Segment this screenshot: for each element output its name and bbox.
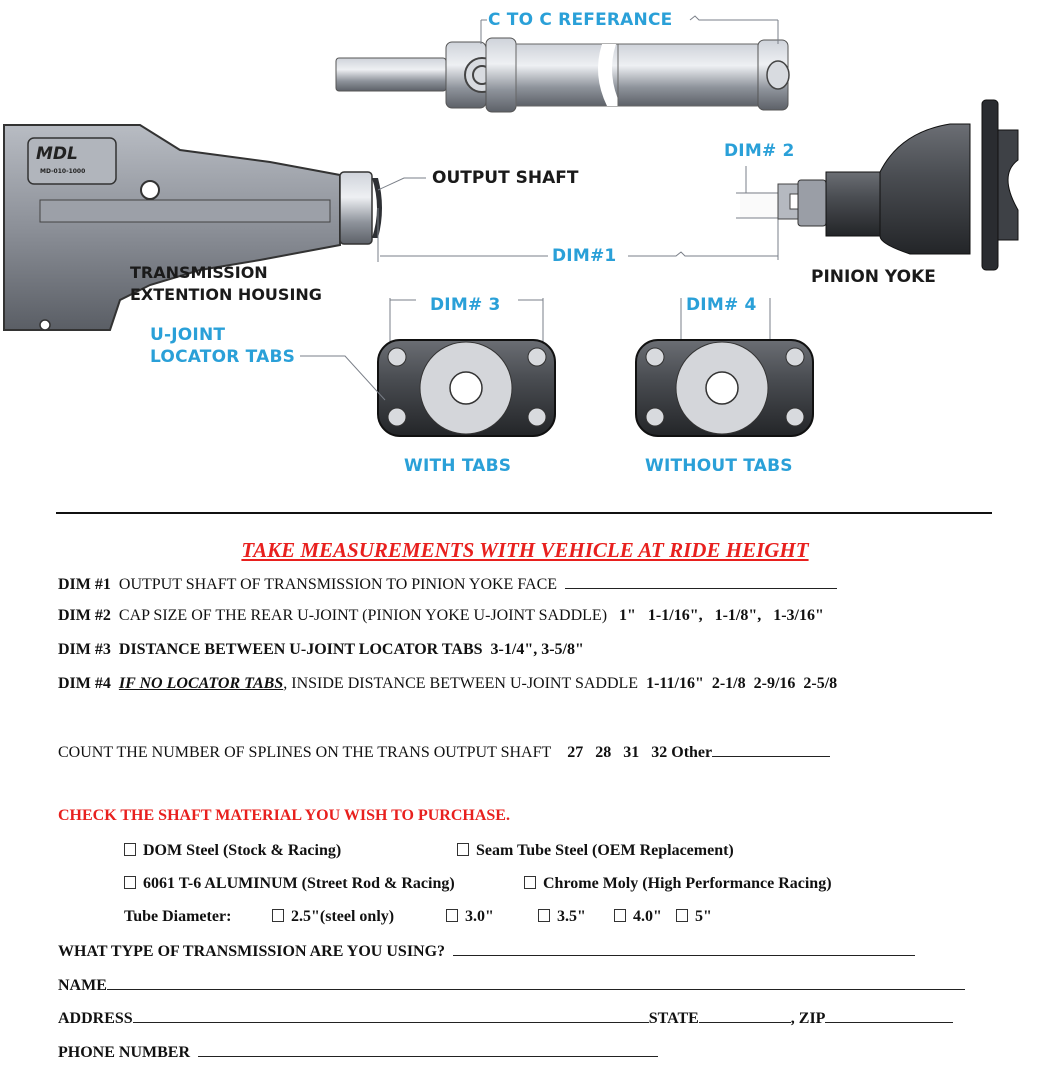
zip-label: , ZIP [790, 1010, 826, 1027]
zip-input[interactable] [825, 1008, 953, 1023]
dim4-label: DIM #4 [58, 675, 111, 692]
transmission-type-row [58, 941, 915, 961]
name-input[interactable] [107, 975, 965, 990]
checkbox-icon[interactable] [524, 876, 536, 889]
checkbox-icon[interactable] [272, 909, 284, 922]
name-label: NAME [58, 977, 107, 994]
checkbox-icon[interactable] [457, 843, 469, 856]
dim2-label: DIM# 2 [724, 141, 795, 161]
dim4-row [58, 675, 837, 693]
checkbox-icon[interactable] [124, 876, 136, 889]
spline-other-label: Other [671, 744, 713, 761]
c-to-c-reference-label: C TO C REFERANCE [488, 10, 673, 30]
dim1-label: DIM #1 [58, 576, 111, 593]
ride-height-heading: TAKE MEASUREMENTS WITH VEHICLE AT RIDE HEIGHT [241, 538, 809, 562]
checkbox-icon[interactable] [676, 909, 688, 922]
checkbox-icon[interactable] [446, 909, 458, 922]
driveshaft-drawing [336, 16, 789, 112]
locator-tabs-label-line2: LOCATOR TABS [150, 347, 296, 367]
dim3-values: 3-1/4", 3-5/8" [490, 641, 584, 658]
mdl-logo: MDL [36, 144, 78, 164]
phone-input[interactable] [198, 1042, 658, 1057]
pinion-yoke-label: PINION YOKE [811, 267, 936, 287]
transmission-type-input[interactable] [453, 941, 915, 956]
dim2-label: DIM #2 [58, 607, 111, 624]
tube-option-2-5[interactable]: 2.5"(steel only) [272, 908, 394, 926]
dim1-row [58, 574, 837, 594]
dim1-input-field[interactable] [565, 574, 837, 589]
tube-option-3-0[interactable]: 3.0" [446, 908, 494, 926]
checkbox-icon[interactable] [124, 843, 136, 856]
tube-diameter-label: Tube Diameter: [124, 908, 232, 925]
without-tabs-label: WITHOUT TABS [645, 456, 793, 476]
checkbox-icon[interactable] [614, 909, 626, 922]
material-heading: CHECK THE SHAFT MATERIAL YOU WISH TO PURCHASE. [58, 807, 510, 824]
yoke-with-tabs-drawing [300, 298, 555, 436]
transmission-type-label: WHAT TYPE OF TRANSMISSION ARE YOU USING? [58, 943, 446, 960]
splines-text: COUNT THE NUMBER OF SPLINES ON THE TRANS OUTPUT SHAFT [58, 744, 552, 761]
state-input[interactable] [699, 1008, 791, 1023]
material-option-seam[interactable]: Seam Tube Steel (OEM Replacement) [457, 842, 734, 860]
dim2-row [58, 607, 824, 625]
phone-label: PHONE NUMBER [58, 1044, 190, 1061]
splines-row [58, 742, 830, 762]
tube-diameter-row [124, 908, 231, 926]
driveshaft-diagram [0, 0, 1050, 500]
checkbox-icon[interactable] [538, 909, 550, 922]
spline-option-32[interactable]: 32 [651, 744, 668, 761]
dim4-emphasis: IF NO LOCATOR TABS [118, 675, 284, 692]
tube-option-4-0[interactable]: 4.0" [614, 908, 662, 926]
dim4-label: DIM# 4 [686, 295, 757, 315]
dim4-values: 1-11/16" 2-1/8 2-9/16 2-5/8 [646, 675, 838, 692]
yoke-without-tabs-drawing [636, 298, 813, 436]
section-divider [56, 512, 992, 514]
dim3-label: DIM# 3 [430, 295, 501, 315]
output-shaft-label: OUTPUT SHAFT [432, 168, 579, 188]
address-input[interactable] [133, 1008, 649, 1023]
address-label: ADDRESS [58, 1010, 133, 1027]
address-row [58, 1008, 953, 1028]
dim1-label: DIM#1 [552, 246, 617, 266]
spline-option-28[interactable]: 28 [595, 744, 612, 761]
tube-option-5[interactable]: 5" [676, 908, 712, 926]
dim3-text: DISTANCE BETWEEN U-JOINT LOCATOR TABS [118, 641, 483, 658]
spline-option-27[interactable]: 27 [567, 744, 584, 761]
spline-option-31[interactable]: 31 [623, 744, 640, 761]
dim1-text: OUTPUT SHAFT OF TRANSMISSION TO PINION YOKE FACE [118, 576, 558, 593]
material-option-aluminum[interactable]: 6061 T-6 ALUMINUM (Street Rod & Racing) [124, 875, 455, 893]
dim2-text: CAP SIZE OF THE REAR U-JOINT (PINION YOKE U-JOINT SADDLE) [118, 607, 608, 624]
dim2-values: 1" 1-1/16", 1-1/8", 1-3/16" [619, 607, 824, 624]
transmission-housing-label-line1: TRANSMISSION [130, 263, 268, 282]
spline-other-input[interactable] [712, 742, 830, 757]
dim3-label: DIM #3 [58, 641, 111, 658]
with-tabs-label: WITH TABS [404, 456, 512, 476]
dim4-text: , INSIDE DISTANCE BETWEEN U-JOINT SADDLE [283, 675, 639, 692]
material-option-dom[interactable]: DOM Steel (Stock & Racing) [124, 842, 341, 860]
material-option-chrome-moly[interactable]: Chrome Moly (High Performance Racing) [524, 875, 832, 893]
part-number-label: MD-010-1000 [40, 168, 86, 175]
name-row [58, 975, 965, 995]
phone-row [58, 1042, 658, 1062]
locator-tabs-label-line1: U-JOINT [150, 325, 226, 345]
state-label: STATE [648, 1010, 699, 1027]
transmission-housing-label-line2: EXTENTION HOUSING [130, 285, 322, 304]
dim3-row [58, 641, 584, 659]
tube-option-3-5[interactable]: 3.5" [538, 908, 586, 926]
